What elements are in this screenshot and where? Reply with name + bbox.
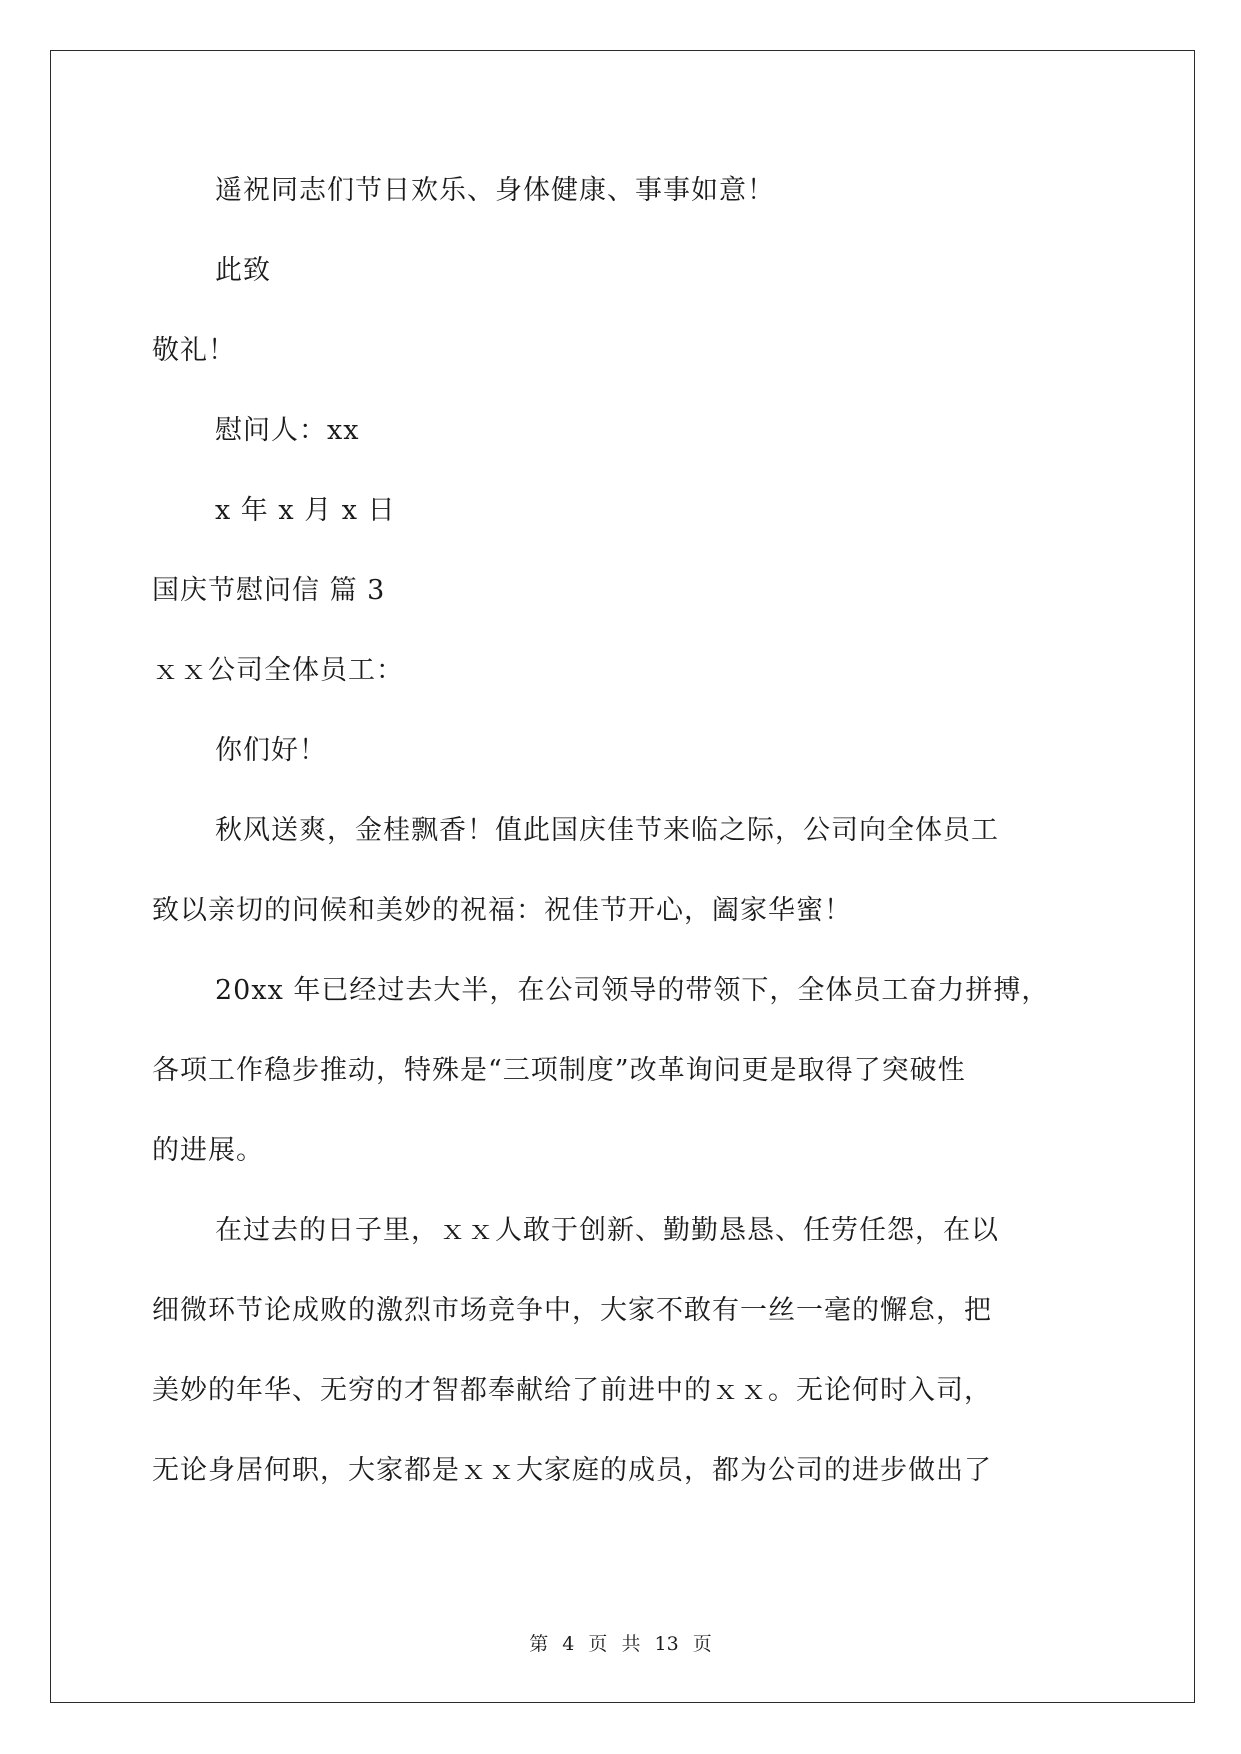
paragraph-3-line-3: 美妙的年华、无穷的才智都奉献给了前进中的ｘｘ。无论何时入司， — [152, 1375, 992, 1406]
section-heading: 国庆节慰问信 篇 3 — [152, 575, 386, 606]
closing-wishes: 遥祝同志们节日欢乐、身体健康、事事如意！ — [215, 175, 775, 206]
letter-greeting: 你们好！ — [215, 735, 327, 766]
paragraph-2-line-3: 的进展。 — [152, 1135, 264, 1166]
paragraph-3-line-1: 在过去的日子里，ｘｘ人敢于创新、勤勤恳恳、任劳任怨，在以 — [215, 1215, 999, 1246]
salutation-jingli: 敬礼！ — [152, 335, 236, 366]
letter-addressee: ｘｘ公司全体员工： — [152, 655, 404, 686]
paragraph-3-line-4: 无论身居何职，大家都是ｘｘ大家庭的成员，都为公司的进步做出了 — [152, 1455, 992, 1486]
paragraph-1-line-1: 秋风送爽，金桂飘香！值此国庆佳节来临之际，公司向全体员工 — [215, 815, 999, 846]
paragraph-3-line-2: 细微环节论成败的激烈市场竞争中，大家不敢有一丝一毫的懈怠，把 — [152, 1295, 992, 1326]
signature-sender: 慰问人：xx — [215, 415, 360, 446]
signature-date: x 年 x 月 x 日 — [215, 495, 396, 526]
page-number: 第 4 页 共 13 页 — [529, 1633, 712, 1655]
salutation-cizhi: 此致 — [215, 255, 271, 286]
paragraph-2-line-2: 各项工作稳步推动，特殊是“三项制度”改革询问更是取得了突破性 — [152, 1055, 966, 1086]
paragraph-1-line-2: 致以亲切的问候和美妙的祝福：祝佳节开心，阖家华蜜！ — [152, 895, 852, 926]
paragraph-2-line-1: 20xx 年已经过去大半，在公司领导的带领下，全体员工奋力拼搏， — [215, 975, 1050, 1006]
